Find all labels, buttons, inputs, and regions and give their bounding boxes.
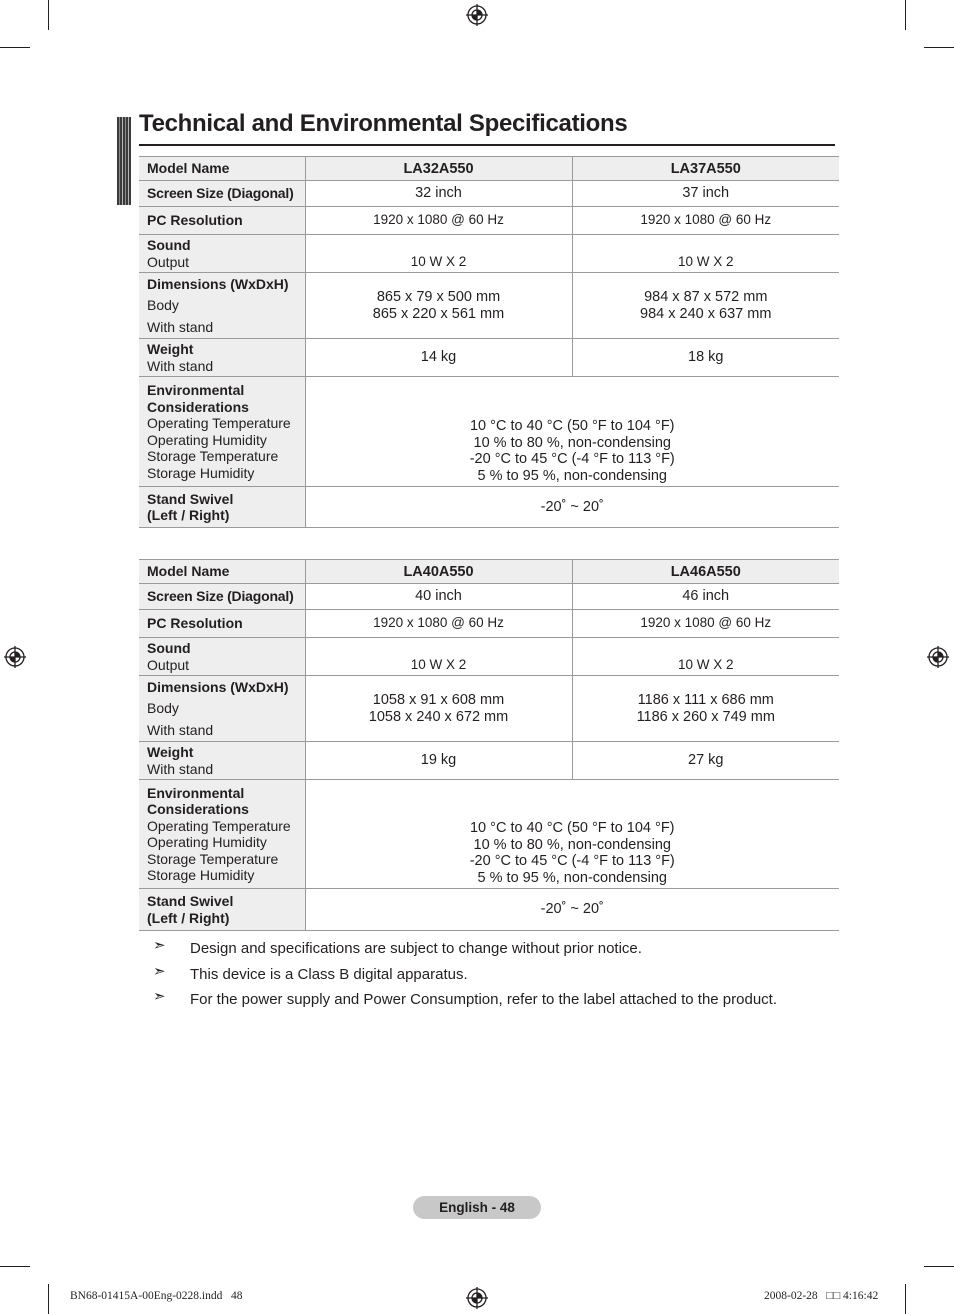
row-sublabel: Operating Temperature bbox=[147, 415, 291, 431]
print-slug-left: BN68-01415A-00Eng-0228.indd 48 bbox=[70, 1290, 243, 1302]
table-cell: 46 inch bbox=[572, 584, 839, 610]
row-sublabel: Storage Temperature bbox=[147, 448, 279, 464]
model-header: LA40A550 bbox=[305, 560, 572, 584]
row-sublabel: Body bbox=[147, 297, 179, 314]
crop-mark bbox=[924, 1266, 954, 1267]
row-label: Stand Swivel bbox=[147, 893, 234, 909]
table-cell: 10 W X 2 bbox=[305, 235, 572, 273]
table-cell bbox=[305, 273, 572, 339]
model-header: LA32A550 bbox=[305, 157, 572, 181]
row-sublabel: Storage Temperature bbox=[147, 850, 279, 867]
row-label: Environmental bbox=[147, 784, 245, 801]
row-sublabel: Storage Humidity bbox=[147, 464, 255, 481]
arrow-right-icon: ➣ bbox=[153, 962, 166, 980]
table-cell: 10 W X 2 bbox=[305, 638, 572, 676]
table-row bbox=[139, 584, 839, 610]
table-row bbox=[139, 610, 839, 638]
title-underline bbox=[139, 144, 835, 146]
crop-mark bbox=[0, 47, 30, 48]
row-sublabel: Operating Temperature bbox=[147, 817, 291, 834]
row-label: Dimensions (WxDxH) bbox=[147, 678, 289, 695]
table-row bbox=[139, 742, 839, 780]
table-row bbox=[139, 339, 839, 377]
table-cell: 1920 x 1080 @ 60 Hz bbox=[305, 610, 572, 638]
row-label: Weight bbox=[147, 341, 194, 357]
dimension-stand: 865 x 220 x 561 mm bbox=[372, 305, 505, 322]
table-row bbox=[139, 889, 839, 931]
spec-table-1 bbox=[139, 156, 839, 528]
row-label: Model Name bbox=[147, 160, 230, 177]
model-header: LA46A550 bbox=[572, 560, 839, 584]
row-label: PC Resolution bbox=[147, 212, 243, 229]
table-cell: 1920 x 1080 @ 60 Hz bbox=[572, 610, 839, 638]
row-label: Considerations bbox=[147, 801, 249, 817]
table-cell: 10 W X 2 bbox=[572, 235, 839, 273]
table-cell bbox=[572, 676, 839, 742]
registration-mark-icon bbox=[466, 1287, 488, 1309]
row-label: (Left / Right) bbox=[147, 507, 230, 523]
row-label: PC Resolution bbox=[147, 615, 243, 632]
dimension-body: 1058 x 91 x 608 mm bbox=[372, 692, 505, 708]
row-sublabel: Operating Humidity bbox=[147, 834, 267, 850]
env-value: -20 °C to 45 °C (-4 °F to 113 °F) bbox=[469, 451, 675, 467]
print-slug-right: 2008-02-28 □□ 4:16:42 bbox=[764, 1290, 879, 1302]
table-row bbox=[139, 676, 839, 742]
model-header: LA37A550 bbox=[572, 157, 839, 181]
list-item bbox=[153, 936, 843, 962]
crop-mark bbox=[0, 1266, 30, 1267]
row-sublabel: Body bbox=[147, 700, 179, 717]
table-row bbox=[139, 273, 839, 339]
note-text: For the power supply and Power Consumption, refer to the label attached to the product. bbox=[190, 991, 778, 1008]
row-label: Screen Size (Diagonal) bbox=[147, 588, 294, 605]
row-label: Sound bbox=[147, 237, 191, 253]
registration-mark-icon bbox=[466, 4, 488, 26]
env-value: 10 % to 80 %, non-condensing bbox=[473, 836, 671, 853]
table-cell: 32 inch bbox=[305, 181, 572, 207]
dimension-stand: 984 x 240 x 637 mm bbox=[640, 305, 772, 322]
table-cell: -20˚ ~ 20˚ bbox=[305, 889, 839, 931]
spec-table-2 bbox=[139, 559, 839, 931]
table-row bbox=[139, 235, 839, 273]
row-label: Sound bbox=[147, 640, 191, 656]
dimension-body: 865 x 79 x 500 mm bbox=[376, 289, 501, 305]
table-cell bbox=[305, 676, 572, 742]
table-cell: -20˚ ~ 20˚ bbox=[305, 487, 839, 528]
registration-mark-icon bbox=[927, 646, 949, 668]
table-row bbox=[139, 487, 839, 528]
table-cell: 10 W X 2 bbox=[572, 638, 839, 676]
env-value: 10 % to 80 %, non-condensing bbox=[473, 434, 671, 451]
table-cell bbox=[305, 377, 839, 487]
arrow-right-icon: ➣ bbox=[153, 937, 166, 954]
row-sublabel: With stand bbox=[147, 721, 214, 738]
env-value: 10 °C to 40 °C (50 °F to 104 °F) bbox=[469, 418, 675, 434]
table-cell: 37 inch bbox=[572, 181, 839, 207]
arrow-right-icon: ➣ bbox=[153, 988, 166, 1005]
table-row bbox=[139, 560, 839, 584]
dimension-body: 1186 x 111 x 686 mm bbox=[637, 692, 774, 708]
crop-mark bbox=[905, 1284, 906, 1314]
row-label: Considerations bbox=[147, 398, 249, 415]
table-cell bbox=[572, 273, 839, 339]
crop-mark bbox=[905, 0, 906, 30]
env-value: 10 °C to 40 °C (50 °F to 104 °F) bbox=[469, 820, 675, 836]
dimension-stand: 1058 x 240 x 672 mm bbox=[368, 708, 509, 725]
note-text: Design and specifications are subject to change without prior notice. bbox=[190, 940, 642, 957]
table-cell: 18 kg bbox=[572, 339, 839, 377]
env-value: 5 % to 95 %, non-condensing bbox=[477, 467, 667, 484]
row-label: Weight bbox=[147, 744, 194, 760]
table-row bbox=[139, 638, 839, 676]
row-sublabel: With stand bbox=[147, 357, 214, 374]
table-row bbox=[139, 377, 839, 487]
table-cell: 1920 x 1080 @ 60 Hz bbox=[305, 207, 572, 235]
row-label: Stand Swivel bbox=[147, 490, 234, 507]
table-row bbox=[139, 157, 839, 181]
table-cell: 1920 x 1080 @ 60 Hz bbox=[572, 207, 839, 235]
note-text: This device is a Class B digital apparatus. bbox=[190, 965, 468, 983]
table-cell: 14 kg bbox=[305, 339, 572, 377]
crop-mark bbox=[924, 47, 954, 48]
crop-mark bbox=[48, 1284, 49, 1314]
title-accent-bar bbox=[117, 117, 131, 205]
row-label: Dimensions (WxDxH) bbox=[147, 275, 289, 292]
row-label: Environmental bbox=[147, 382, 245, 398]
row-sublabel: Operating Humidity bbox=[147, 431, 267, 448]
crop-mark bbox=[48, 0, 49, 30]
page-title: Technical and Environmental Specifications bbox=[139, 110, 628, 137]
dimension-body: 984 x 87 x 572 mm bbox=[644, 289, 768, 305]
row-sublabel: Storage Humidity bbox=[147, 867, 255, 883]
row-sublabel: Output bbox=[147, 656, 190, 673]
table-cell: 27 kg bbox=[572, 742, 839, 780]
row-label: Screen Size (Diagonal) bbox=[147, 185, 294, 202]
table-cell: 40 inch bbox=[305, 584, 572, 610]
table-row bbox=[139, 181, 839, 207]
table-row bbox=[139, 207, 839, 235]
row-label: (Left / Right) bbox=[147, 909, 230, 926]
notes-list bbox=[153, 936, 843, 1013]
list-item bbox=[153, 962, 843, 988]
page-number-badge: English - 48 bbox=[413, 1196, 541, 1219]
row-sublabel: Output bbox=[147, 253, 190, 270]
registration-mark-icon bbox=[4, 646, 26, 668]
env-value: 5 % to 95 %, non-condensing bbox=[477, 869, 667, 886]
row-sublabel: With stand bbox=[147, 760, 214, 777]
dimension-stand: 1186 x 260 x 749 mm bbox=[636, 708, 775, 725]
list-item bbox=[153, 987, 843, 1013]
table-cell bbox=[305, 780, 839, 889]
row-label: Model Name bbox=[147, 563, 230, 580]
table-cell: 19 kg bbox=[305, 742, 572, 780]
env-value: -20 °C to 45 °C (-4 °F to 113 °F) bbox=[469, 853, 675, 869]
table-row bbox=[139, 780, 839, 889]
row-sublabel: With stand bbox=[147, 318, 214, 335]
